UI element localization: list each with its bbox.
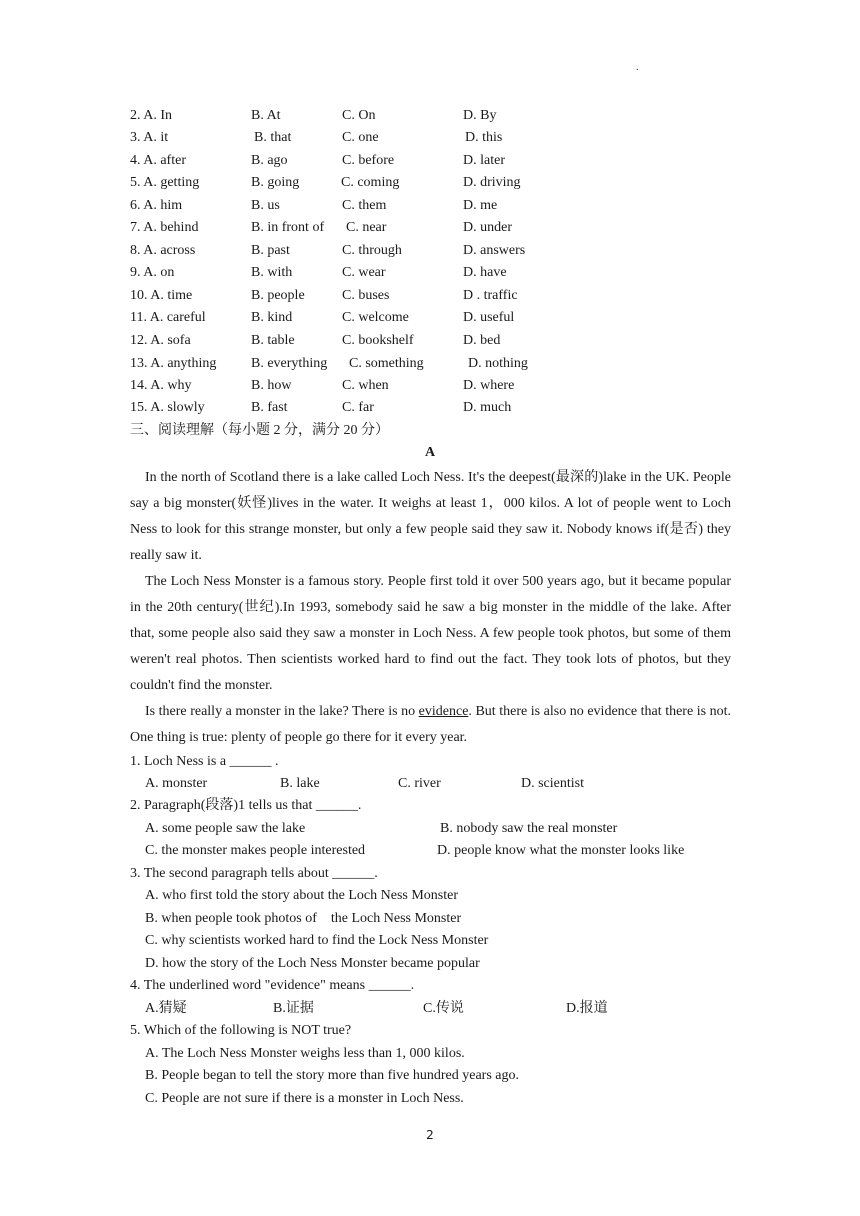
- paragraph-3: Is there really a monster in the lake? There is no evidence. But there is also no evidence that there is not. One thing is true: plenty of people go there for it every year.: [130, 704, 732, 745]
- question-1-option: A. monster: [145, 776, 208, 791]
- question-2: 2. Paragraph(段落)1 tells us that ______.: [130, 798, 362, 813]
- question-3-option: C. why scientists worked hard to find the Lock Ness Monster: [145, 933, 489, 948]
- header-dot: .: [636, 62, 639, 73]
- question-3-option: B. when people took photos of the Loch Ness Monster: [145, 911, 462, 926]
- underlined-word: evidence: [418, 704, 469, 719]
- page-number: 2: [426, 1128, 434, 1142]
- question-4-option: B.证据: [273, 1001, 314, 1016]
- question-2-option: D. people know what the monster looks like: [437, 843, 685, 858]
- paragraph-1: In the north of Scotland there is a lake called Loch Ness. It's the deepest(最深的)lake in the UK. People say a big monster(妖怪)lives in the water. It weighs at least 1，000 kilos. A lot of people went to Loch Ness to look for this strange monster, but only a few people said they saw it. Nobody knows if(是否) they really saw it.: [130, 470, 731, 563]
- question-1-option: C. river: [398, 776, 441, 791]
- question-1-option: D. scientist: [521, 776, 584, 791]
- question-5-option: B. People began to tell the story more than five hundred years ago.: [145, 1068, 520, 1083]
- question-4-option: C.传说: [423, 1001, 464, 1016]
- question-4-option: D.报道: [566, 1001, 608, 1016]
- passage-title: A: [424, 445, 436, 460]
- question-5-option: A. The Loch Ness Monster weighs less than 1, 000 kilos.: [145, 1046, 465, 1061]
- question-5: 5. Which of the following is NOT true?: [130, 1023, 352, 1038]
- paragraph-2: The Loch Ness Monster is a famous story. People first told it over 500 years ago, but it became popular in the 20th century(世纪).In 1993, somebody said he saw a big monster in the middle of the lake. After that, some people also said they saw a monster in Loch Ness. A few people took photos, but some of them weren't real photos. Then scientists worked hard to find out the fact. They took lots of photos, but they couldn't find the monster.: [130, 574, 731, 693]
- question-3-option: A. who first told the story about the Loch Ness Monster: [145, 888, 459, 903]
- question-4-option: A.猜疑: [145, 1001, 187, 1016]
- question-3: 3. The second paragraph tells about ______.: [130, 866, 378, 881]
- question-5-option: C. People are not sure if there is a monster in Loch Ness.: [145, 1091, 464, 1106]
- question-1-option: B. lake: [280, 776, 320, 791]
- question-4: 4. The underlined word "evidence" means ______.: [130, 978, 415, 993]
- section-heading: 三、阅读理解（每小题 2 分，满分 20 分）: [130, 423, 389, 438]
- question-2-option: B. nobody saw the real monster: [440, 821, 618, 836]
- question-3-option: D. how the story of the Loch Ness Monster became popular: [145, 956, 480, 971]
- question-1: 1. Loch Ness is a ______ .: [130, 754, 279, 769]
- question-2-option: A. some people saw the lake: [145, 821, 306, 836]
- question-2-option: C. the monster makes people interested: [145, 843, 366, 858]
